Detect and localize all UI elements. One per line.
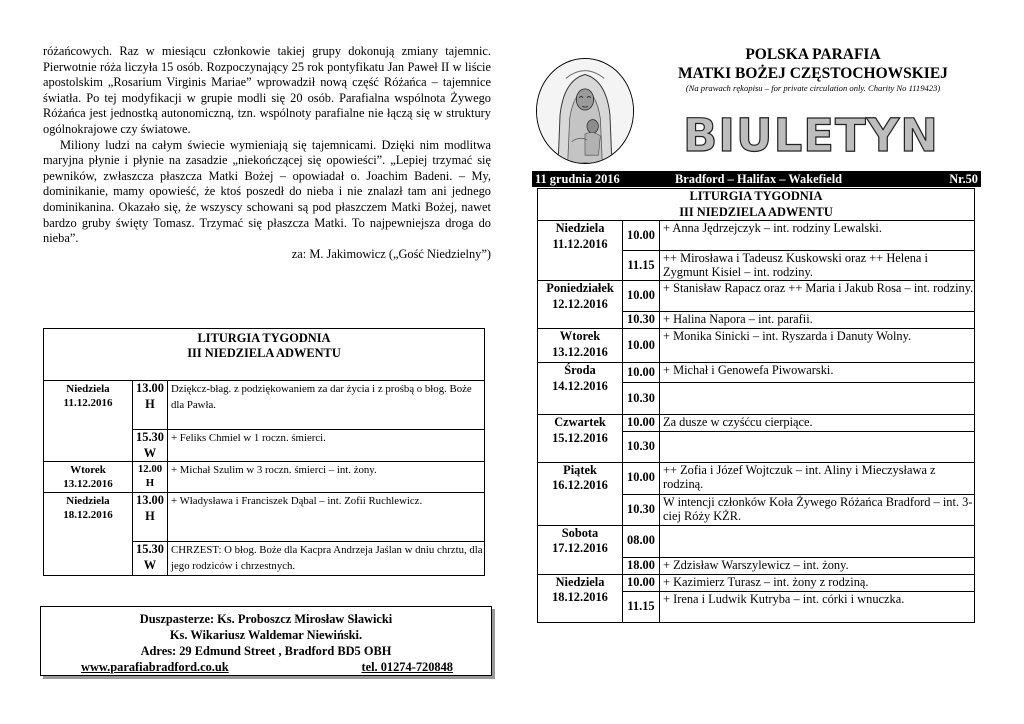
liturgy-title-line-2: III NIEDZIELA ADWENTU xyxy=(679,204,833,219)
day-date: 11.12.2016 xyxy=(63,397,113,409)
day-date: 18.12.2016 xyxy=(63,509,113,521)
day-date: 17.12.2016 xyxy=(552,541,608,555)
day-name: Niedziela xyxy=(555,574,605,589)
liturgy-header-row xyxy=(538,189,975,221)
mass-time: 13.00 xyxy=(136,493,164,507)
mass-time: 10.00 xyxy=(623,574,660,591)
day-date: 16.12.2016 xyxy=(552,478,608,492)
day-date: 13.12.2016 xyxy=(63,478,113,490)
article-paragraph-1: różańcowych. Raz w miesiącu członkowie takiej grupy dokonują zmiany tajemnic. Pierwotnie róża liczyła 15 osób. Rozpoczynający 25 rok pontyfikatu Jan Paweł II w liście apostolskim „Rosarium Virginis Mariae” wprowadził nową część Różańca – tajemnice światła. Po tej modyfikacji w grupie modli się 20 osób. Parafialna wspólnota Żywego Różańca jest jednostką autonomiczną, tzn. wspólnoty parafialne nie łączą się w struktury ogólnokrajowe czy światowe. xyxy=(43,44,491,136)
mass-language: W xyxy=(143,445,157,460)
mass-row xyxy=(44,462,485,493)
day-cell xyxy=(538,221,623,281)
day-name: Wtorek xyxy=(559,329,601,343)
mass-time-cell xyxy=(133,542,168,576)
mass-language: H xyxy=(145,508,155,523)
day-cell xyxy=(44,493,133,576)
contact-row xyxy=(41,659,491,675)
mass-language: H xyxy=(145,396,155,411)
mass-row xyxy=(44,381,485,430)
mass-time: 12.00 xyxy=(137,463,163,475)
mass-intention xyxy=(660,431,975,462)
day-name: Sobota xyxy=(561,525,599,540)
mass-intention: + Kazimierz Turasz – int. żony z rodziną. xyxy=(660,574,975,591)
liturgy-title-line-1: LITURGIA TYGODNIA xyxy=(197,331,331,345)
day-date: 15.12.2016 xyxy=(552,430,608,445)
day-cell xyxy=(538,329,623,363)
right-liturgy-table xyxy=(537,188,975,623)
day-name: Czwartek xyxy=(554,415,606,429)
liturgy-title-line-1: LITURGIA TYGODNIA xyxy=(689,189,823,203)
day-date: 13.12.2016 xyxy=(552,344,608,359)
mass-time: 11.15 xyxy=(623,591,660,622)
mass-row xyxy=(538,525,975,557)
liturgy-title xyxy=(44,329,485,381)
mass-intention: + Michał Szulim w 3 roczn. śmierci – int. żony. xyxy=(168,462,485,493)
day-date: 18.12.2016 xyxy=(552,590,608,604)
mass-time: 10.30 xyxy=(623,494,660,525)
liturgy-title-line-2: III NIEDZIELA ADWENTU xyxy=(187,346,341,360)
website-link[interactable]: www.parafiabradford.co.uk xyxy=(81,660,229,674)
mass-intention: + Stanisław Rapacz oraz ++ Maria i Jakub Rosa – int. rodziny. xyxy=(660,281,975,312)
day-cell xyxy=(538,462,623,525)
parish-name-line-1: POLSKA PARAFIA xyxy=(745,46,881,63)
day-date: 11.12.2016 xyxy=(552,236,608,251)
mass-language: H xyxy=(145,477,155,489)
mass-intention: + Władysława i Franciszek Dąbal – int. Zofii Ruchlewicz. xyxy=(168,493,485,542)
mass-intention: ++ Zofia i Józef Wojtczuk – int. Aliny i Mieczysława z rodziną. xyxy=(660,462,975,494)
mass-time-cell xyxy=(133,430,168,462)
mass-intention: + Zdzisław Warszylewicz – int. żony. xyxy=(660,557,975,574)
day-name: Poniedziałek xyxy=(546,281,614,295)
mass-time: 10.00 xyxy=(623,329,660,363)
issue-date: 11 grudnia 2016 xyxy=(535,172,620,186)
day-name: Niedziela xyxy=(66,383,110,395)
day-cell xyxy=(538,415,623,463)
mass-time: 15.30 xyxy=(136,542,164,556)
liturgy-header-row xyxy=(44,329,485,381)
mass-time: 10.30 xyxy=(623,383,660,415)
parish-name-line-2: MATKI BOŻEJ CZĘSTOCHOWSKIEJ xyxy=(678,65,948,82)
issue-info-bar xyxy=(532,171,981,187)
mass-intention: + Feliks Chmiel w 1 roczn. śmierci. xyxy=(168,430,485,462)
day-date: 14.12.2016 xyxy=(552,378,608,393)
day-cell xyxy=(538,574,623,622)
article-paragraph-2: Miliony ludzi na całym świecie wymieniają się tajemnicami. Dzięki nim modlitwa maryjna płynie i płynie na zasadzie „niekończącej się opowieści”. „Lepiej trzymać się pewników, zwłaszcza płaszcza Matki Bożej – opowiadał o. Joachim Badeni. – My, dominikanie, mamy opowieść, że ktoś poszedł do nieba i nie znalazł tam ani jednego dominikanina. Okazało się, że wszyscy schowani są pod płaszczem Matki Bożej, nawet bardzo gruby święty Tomasz. Trzymać się płaszcza Matki. To najpewniejsza droga do nieba”. xyxy=(43,137,491,246)
day-cell xyxy=(44,381,133,462)
mass-row xyxy=(538,462,975,494)
mass-intention: W intencji członków Koła Żywego Różańca Bradford – int. 3-ciej Róży KŻR. xyxy=(660,494,975,525)
day-name: Środa xyxy=(564,363,596,377)
mass-time: 15.30 xyxy=(136,430,164,444)
mass-intention: Za dusze w czyśćcu cierpiące. xyxy=(660,415,975,432)
article-attribution: za: M. Jakimowicz („Gość Niedzielny”) xyxy=(291,246,491,261)
mass-intention xyxy=(660,383,975,415)
mass-language: W xyxy=(143,557,157,572)
mass-row xyxy=(538,221,975,251)
mass-intention: + Michał i Genowefa Piwowarski. xyxy=(660,363,975,383)
liturgy-title xyxy=(538,189,975,221)
mass-row xyxy=(538,363,975,383)
mass-intention xyxy=(660,525,975,557)
mass-intention: ++ Mirosława i Tadeusz Kuskowski oraz ++ Helena i Zygmunt Kisiel – int. rodziny. xyxy=(660,251,975,281)
address-line: Adres: 29 Edmund Street , Bradford BD5 OBH xyxy=(140,644,392,658)
mass-time: 18.00 xyxy=(623,557,660,574)
day-date: 12.12.2016 xyxy=(552,296,608,311)
mass-time: 10.00 xyxy=(623,462,660,494)
day-cell xyxy=(538,281,623,329)
mass-row xyxy=(44,493,485,542)
issue-number: Nr.50 xyxy=(949,172,978,186)
mass-time: 10.30 xyxy=(623,431,660,462)
mass-row xyxy=(538,574,975,591)
mass-intention: + Monika Sinicki – int. Ryszarda i Danuty Wolny. xyxy=(660,329,975,363)
pastors-contact-box xyxy=(40,606,492,676)
day-cell xyxy=(538,363,623,415)
mass-time: 10.00 xyxy=(623,415,660,432)
day-cell xyxy=(44,462,133,493)
day-name: Piątek xyxy=(563,462,597,477)
mass-time: 10.00 xyxy=(623,221,660,251)
left-page-article xyxy=(43,44,491,262)
mass-time: 10.30 xyxy=(623,312,660,329)
mass-row xyxy=(538,281,975,312)
mass-time-cell xyxy=(133,381,168,430)
mass-time: 11.15 xyxy=(623,251,660,281)
private-circulation-note: (Na prawach rękopisu – for private circulation only. Charity No 1119423) xyxy=(685,83,941,93)
day-name: Niedziela xyxy=(66,495,110,507)
madonna-icon xyxy=(536,58,634,164)
issue-places: Bradford – Halifax – Wakefield xyxy=(675,172,843,186)
mass-time-cell xyxy=(133,493,168,542)
mass-time: 10.00 xyxy=(623,281,660,312)
mass-intention: + Anna Jędrzejczyk – int. rodziny Lewalski. xyxy=(660,221,975,251)
day-name: Wtorek xyxy=(70,464,106,476)
biuletyn-masthead: BIULETYN xyxy=(683,109,939,162)
mass-time: 10.00 xyxy=(623,363,660,383)
phone-number[interactable]: tel. 01274-720848 xyxy=(361,660,453,674)
mass-time-cell xyxy=(133,462,168,493)
mass-time: 08.00 xyxy=(623,525,660,557)
mass-row xyxy=(538,415,975,432)
mass-intention: CHRZEST: O błog. Boże dla Kacpra Andrzeja Jaślan w dniu chrztu, dla jego rodziców i chrzestnych. xyxy=(168,542,485,576)
mass-intention: + Halina Napora – int. parafii. xyxy=(660,312,975,329)
day-name: Niedziela xyxy=(555,221,605,235)
pastors-line-1: Duszpasterze: Ks. Proboszcz Mirosław Sławicki xyxy=(139,612,393,626)
mass-intention: Dziękcz-błag. z podziękowaniem za dar życia i z prośbą o błog. Boże dla Pawła. xyxy=(168,381,485,430)
pastors-line-2: Ks. Wikariusz Waldemar Niewiński. xyxy=(169,628,363,642)
mass-time: 13.00 xyxy=(136,381,164,395)
mass-intention: + Irena i Ludwik Kutryba – int. córki i wnuczka. xyxy=(660,591,975,622)
day-cell xyxy=(538,525,623,574)
left-liturgy-table xyxy=(43,328,485,576)
mass-row xyxy=(538,329,975,363)
